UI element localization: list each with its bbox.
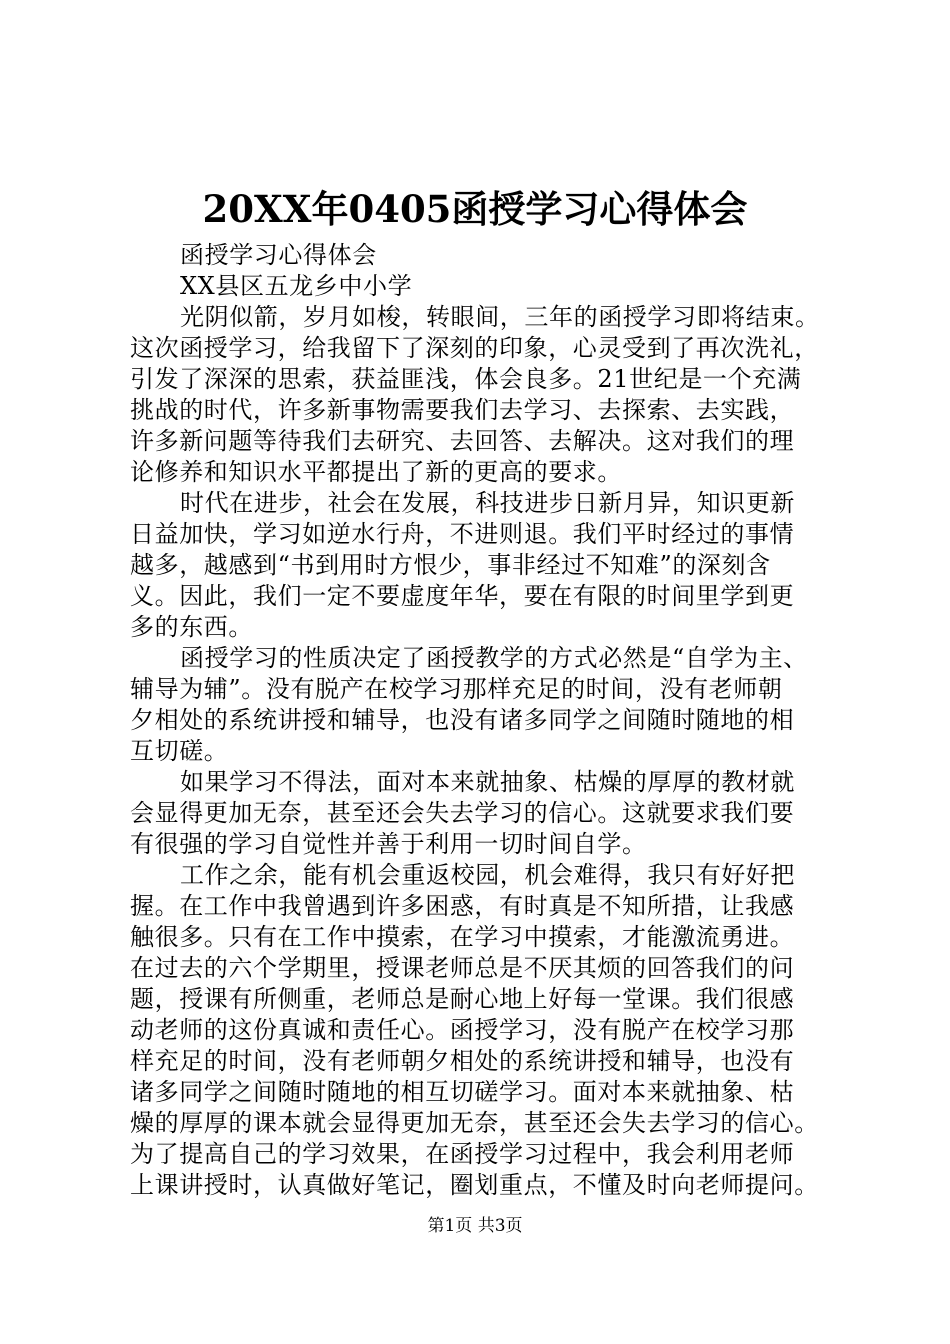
body-line: 互切磋。 bbox=[130, 737, 229, 765]
body-line: 日益加快，学习如逆水行舟，不进则退。我们平时经过的事情 bbox=[130, 520, 795, 548]
body-line: 在过去的六个学期里，授课老师总是不厌其烦的回答我们的问 bbox=[130, 954, 795, 982]
body-line: 样充足的时间，没有老师朝夕相处的系统讲授和辅导，也没有 bbox=[130, 1047, 795, 1075]
body-line: 引发了深深的思索，获益匪浅，体会良多。21世纪是一个充满 bbox=[130, 365, 802, 393]
body-line: 上课讲授时，认真做好笔记，圈划重点，不懂及时向老师提问。 bbox=[130, 1171, 819, 1199]
body-line: 越多，越感到“书到用时方恨少，事非经过不知难”的深刻含 bbox=[130, 551, 771, 579]
body-line: 多的东西。 bbox=[130, 613, 253, 641]
body-line: 光阴似箭，岁月如梭，转眼间，三年的函授学习即将结束。 bbox=[180, 303, 820, 331]
body-line: 这次函授学习，给我留下了深刻的印象，心灵受到了再次洗礼， bbox=[130, 334, 819, 362]
body-line: 如果学习不得法，面对本来就抽象、枯燥的厚厚的教材就 bbox=[180, 768, 795, 796]
body-line: 时代在进步，社会在发展，科技进步日新月异，知识更新 bbox=[180, 489, 795, 517]
body-line: 函授学习心得体会 bbox=[180, 241, 377, 269]
body-line: 诸多同学之间随时随地的相互切磋学习。面对本来就抽象、枯 bbox=[130, 1078, 795, 1106]
body-line: 有很强的学习自觉性并善于利用一切时间自学。 bbox=[130, 830, 647, 858]
body-line: XX县区五龙乡中小学 bbox=[180, 272, 413, 300]
body-line: 握。在工作中我曾遇到许多困惑，有时真是不知所措，让我感 bbox=[130, 892, 795, 920]
body-line: 动老师的这份真诚和责任心。函授学习，没有脱产在校学习那 bbox=[130, 1016, 795, 1044]
body-line: 为了提高自己的学习效果，在函授学习过程中，我会利用老师 bbox=[130, 1140, 795, 1168]
page-footer: 第1页 共3页 bbox=[427, 1216, 523, 1236]
body-line: 函授学习的性质决定了函授教学的方式必然是“自学为主、 bbox=[180, 644, 808, 672]
body-line: 燥的厚厚的课本就会显得更加无奈，甚至还会失去学习的信心。 bbox=[130, 1109, 819, 1137]
body-line: 夕相处的系统讲授和辅导，也没有诸多同学之间随时随地的相 bbox=[130, 706, 795, 734]
body-line: 挑战的时代，许多新事物需要我们去学习、去探索、去实践， bbox=[130, 396, 795, 424]
body-line: 辅导为辅”。没有脱产在校学习那样充足的时间，没有老师朝 bbox=[130, 675, 783, 703]
body-line: 题，授课有所侧重，老师总是耐心地上好每一堂课。我们很感 bbox=[130, 985, 795, 1013]
body-line: 触很多。只有在工作中摸索，在学习中摸索，才能激流勇进。 bbox=[130, 923, 795, 951]
body-line: 义。因此，我们一定不要虚度年华，要在有限的时间里学到更 bbox=[130, 582, 795, 610]
body-line: 会显得更加无奈，甚至还会失去学习的信心。这就要求我们要 bbox=[130, 799, 795, 827]
document-body bbox=[130, 240, 840, 1201]
body-line: 工作之余，能有机会重返校园，机会难得，我只有好好把 bbox=[180, 861, 795, 889]
body-line: 许多新问题等待我们去研究、去回答、去解决。这对我们的理 bbox=[130, 427, 795, 455]
body-line: 论修养和知识水平都提出了新的更高的要求。 bbox=[130, 458, 622, 486]
document-title: 20XX年0405函授学习心得体会 bbox=[202, 187, 748, 231]
